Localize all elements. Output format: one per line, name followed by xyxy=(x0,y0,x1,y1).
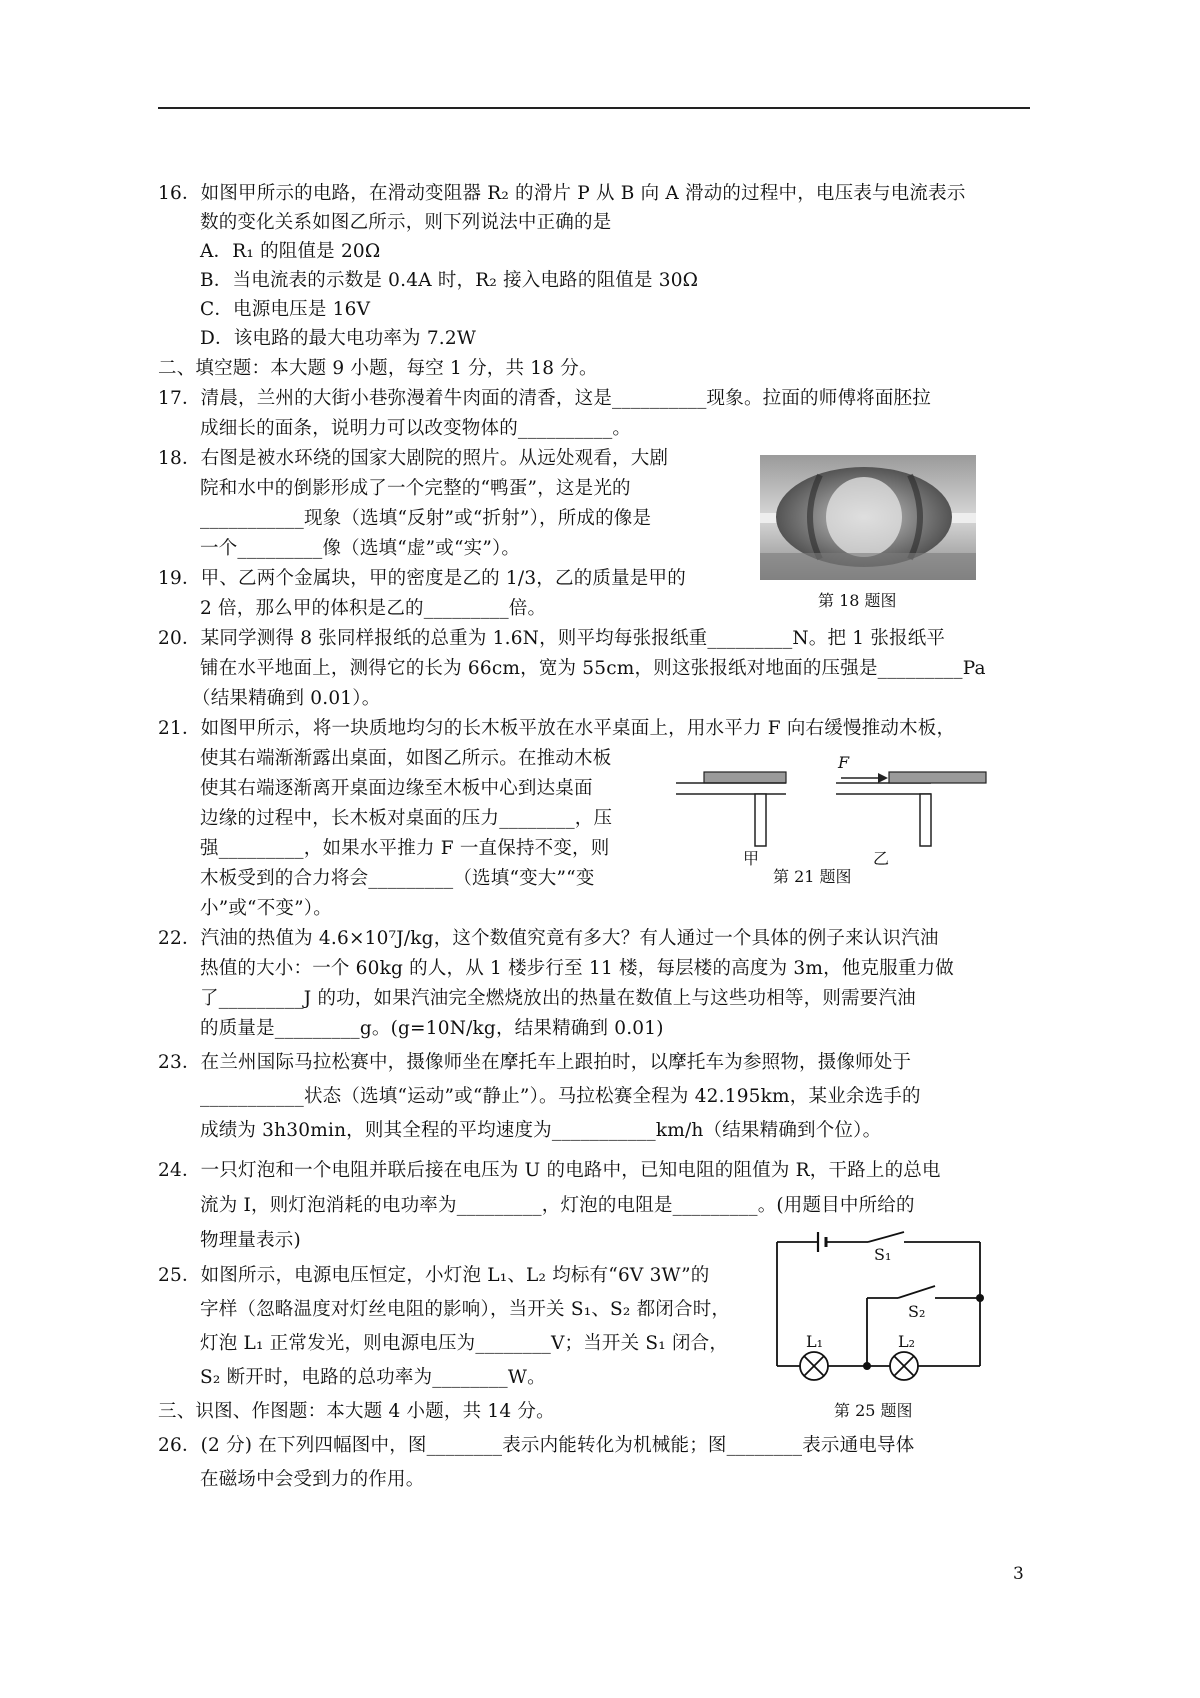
q16-option-a: A．R₁ 的阻值是 20Ω xyxy=(200,241,381,262)
q22-line-2: 热值的大小：一个 60kg 的人，从 1 楼步行至 11 楼，每层楼的高度为 3m，他克服重力做 xyxy=(200,958,954,979)
page-number: 3 xyxy=(1013,1564,1024,1584)
q24-line-2: 流为 I，则灯泡消耗的电功率为_________，灯泡的电阻是_________。(用题目中所给的 xyxy=(200,1195,915,1216)
q26-line-1: 26．(2 分) 在下列四幅图中，图________表示内能转化为机械能；图________表示通电导体 xyxy=(158,1435,915,1456)
switch-s1 xyxy=(868,1232,904,1242)
fig21-caption: 第 21 题图 xyxy=(773,867,852,886)
q21-line-6: 木板受到的合力将会_________（选填“变大”“变 xyxy=(200,868,595,889)
fig21-label-yi: 乙 xyxy=(873,849,890,868)
q21-line-7: 小”或“不变”）。 xyxy=(200,898,332,919)
board-a xyxy=(704,772,786,783)
q26-line-2: 在磁场中会受到力的作用。 xyxy=(200,1469,425,1490)
q16-option-b: B．当电流表的示数是 0.4A 时，R₂ 接入电路的阻值是 30Ω xyxy=(200,270,699,291)
fig25-label-s2: S₂ xyxy=(908,1302,926,1321)
fig18-caption: 第 18 题图 xyxy=(818,591,897,610)
national-theater-photo xyxy=(760,455,976,580)
fig25-label-l1: L₁ xyxy=(806,1332,824,1351)
q22-line-4: 的质量是_________g。(g=10N/kg，结果精确到 0.01) xyxy=(200,1018,664,1039)
switch-s2 xyxy=(898,1286,935,1298)
q16-option-c: C．电源电压是 16V xyxy=(200,299,371,320)
board-b xyxy=(889,772,986,783)
q16-line-2: 数的变化关系如图乙所示，则下列说法中正确的是 xyxy=(200,212,612,233)
q25-line-2: 字样（忽略温度对灯丝电阻的影响），当开关 S₁、S₂ 都闭合时， xyxy=(200,1299,731,1320)
q21-line-4: 边缘的过程中，长木板对桌面的压力________，压 xyxy=(200,808,613,829)
q18-line-4: 一个_________像（选填“虚”或“实”）。 xyxy=(200,538,521,559)
q24-line-1: 24．一只灯泡和一个电阻并联后接在电压为 U 的电路中，已知电阻的阻值为 R，干路上的总电 xyxy=(158,1160,941,1181)
q21-line-1: 21．如图甲所示，将一块质地均匀的长木板平放在水平桌面上，用水平力 F 向右缓慢推动木板， xyxy=(158,718,956,739)
q25-line-1: 25．如图所示，电源电压恒定，小灯泡 L₁、L₂ 均标有“6V 3W”的 xyxy=(158,1265,710,1286)
q19-line-2: 2 倍，那么甲的体积是乙的_________倍。 xyxy=(200,598,547,619)
q20-line-3: （结果精确到 0.01）。 xyxy=(192,688,381,709)
q23-line-1: 23．在兰州国际马拉松赛中，摄像师坐在摩托车上跟拍时，以摩托车为参照物，摄像师处于 xyxy=(158,1052,912,1073)
q25-line-4: S₂ 断开时，电路的总功率为________W。 xyxy=(200,1367,546,1388)
fig25-caption: 第 25 题图 xyxy=(834,1401,913,1420)
fig21-force-label: F xyxy=(838,753,850,772)
fig25-label-l2: L₂ xyxy=(898,1332,916,1351)
q21-line-2: 使其右端渐渐露出桌面，如图乙所示。在推动木板 xyxy=(200,748,612,769)
q22-line-3: 了_________J 的功，如果汽油完全燃烧放出的热量在数值上与这些功相等，则需要汽油 xyxy=(200,988,916,1009)
section-3-heading: 三、识图、作图题：本大题 4 小题，共 14 分。 xyxy=(158,1401,555,1422)
q18-line-2: 院和水中的倒影形成了一个完整的“鸭蛋”，这是光的 xyxy=(200,478,631,499)
q16-option-d: D．该电路的最大电功率为 7.2W xyxy=(200,328,477,349)
q18-line-1: 18．右图是被水环绕的国家大剧院的照片。从远处观看，大剧 xyxy=(158,448,669,469)
q21-line-5: 强_________，如果水平推力 F 一直保持不变，则 xyxy=(200,838,610,859)
q20-line-2: 铺在水平地面上，测得它的长为 66cm，宽为 55cm，则这张报纸对地面的压强是_________Pa xyxy=(200,658,986,679)
q23-line-3: 成绩为 3h30min，则其全程的平均速度为___________km/h（结果精确到个位）。 xyxy=(200,1120,882,1141)
q22-line-1: 22．汽油的热值为 4.6×10⁷J/kg，这个数值究竟有多大？有人通过一个具体的例子来认识汽油 xyxy=(158,928,939,949)
q18-line-3: ___________现象（选填“反射”或“折射”），所成的像是 xyxy=(200,508,652,529)
q21-line-3: 使其右端逐渐离开桌面边缘至木板中心到达桌面 xyxy=(200,778,593,799)
q16-line-1: 16．如图甲所示的电路，在滑动变阻器 R₂ 的滑片 P 从 B 向 A 滑动的过程中，电压表与电流表示 xyxy=(158,183,966,204)
header-rule xyxy=(158,107,1030,109)
q17-line-1: 17．清晨，兰州的大街小巷弥漫着牛肉面的清香，这是__________现象。拉面的师傅将面胚拉 xyxy=(158,388,931,409)
q25-line-3: 灯泡 L₁ 正常发光，则电源电压为________V；当开关 S₁ 闭合， xyxy=(200,1333,729,1354)
q19-line-1: 19．甲、乙两个金属块，甲的密度是乙的 1/3，乙的质量是甲的 xyxy=(158,568,686,589)
fig21-label-jia: 甲 xyxy=(743,849,760,868)
section-2-heading: 二、填空题：本大题 9 小题，每空 1 分，共 18 分。 xyxy=(158,358,598,379)
fig25-label-s1: S₁ xyxy=(874,1245,892,1264)
q23-line-2: ___________状态（选填“运动”或“静止”）。马拉松赛全程为 42.195km，某业余选手的 xyxy=(200,1086,921,1107)
q17-line-2: 成细长的面条，说明力可以改变物体的__________。 xyxy=(200,418,632,439)
q24-line-3: 物理量表示) xyxy=(200,1230,301,1251)
q20-line-1: 20．某同学测得 8 张同样报纸的总重为 1.6N，则平均每张报纸重_________N。把 1 张报纸平 xyxy=(158,628,946,649)
